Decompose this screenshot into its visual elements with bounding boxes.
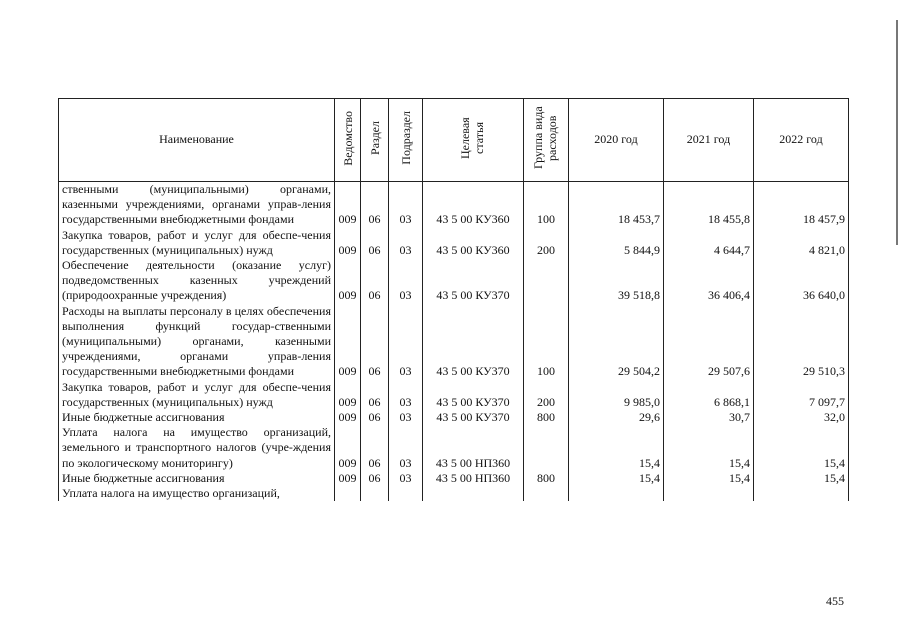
row-target-item: 43 5 00 КУ370 [423, 410, 524, 425]
row-name: Расходы на выплаты персоналу в целях обеспечения выполнения функций государ-ственными (муниципальными) органами, казенными учреждениями, органами управ-ления государственными внебюджетными фондами [59, 304, 335, 380]
row-department: 009 [335, 380, 361, 410]
table-row [59, 258, 849, 304]
row-expense-group: 200 [524, 228, 569, 258]
row-amount-2022: 4 821,0 [754, 228, 849, 258]
row-amount-2022: 15,4 [754, 471, 849, 486]
row-department: 009 [335, 471, 361, 486]
row-subsection: 03 [389, 304, 423, 380]
row-amount-2022: 29 510,3 [754, 304, 849, 380]
row-amount-2022: 7 097,7 [754, 380, 849, 410]
row-department: 009 [335, 182, 361, 228]
row-expense-group [524, 425, 569, 471]
row-subsection: 03 [389, 410, 423, 425]
row-amount-2020 [569, 486, 664, 501]
row-subsection: 03 [389, 258, 423, 304]
row-department: 009 [335, 304, 361, 380]
row-subsection: 03 [389, 425, 423, 471]
header-year-2020: 2020 год [569, 99, 664, 182]
row-amount-2021: 4 644,7 [664, 228, 754, 258]
table-row [59, 304, 849, 380]
table-row [59, 410, 849, 425]
row-department: 009 [335, 410, 361, 425]
row-section: 06 [361, 471, 389, 486]
row-amount-2020: 18 453,7 [569, 182, 664, 228]
row-section: 06 [361, 258, 389, 304]
row-amount-2022: 15,4 [754, 425, 849, 471]
table-row [59, 425, 849, 471]
row-subsection: 03 [389, 471, 423, 486]
row-department: 009 [335, 258, 361, 304]
row-amount-2020: 15,4 [569, 471, 664, 486]
row-section: 06 [361, 380, 389, 410]
table-header-row [59, 99, 849, 182]
row-subsection: 03 [389, 182, 423, 228]
row-name: Иные бюджетные ассигнования [59, 410, 335, 425]
header-subsection: Подраздел [389, 99, 423, 182]
row-amount-2021: 15,4 [664, 425, 754, 471]
table-row [59, 471, 849, 486]
header-name: Наименование [59, 99, 335, 182]
header-year-2021: 2021 год [664, 99, 754, 182]
row-target-item: 43 5 00 КУ370 [423, 380, 524, 410]
row-department [335, 486, 361, 501]
row-department: 009 [335, 228, 361, 258]
row-expense-group [524, 486, 569, 501]
row-amount-2020: 29 504,2 [569, 304, 664, 380]
row-name: Закупка товаров, работ и услуг для обеспе-чения государственных (муниципальных) нужд [59, 228, 335, 258]
row-target-item: 43 5 00 КУ370 [423, 258, 524, 304]
row-amount-2020: 9 985,0 [569, 380, 664, 410]
header-expense-group: Группа вида расходов [524, 99, 569, 182]
row-name: ственными (муниципальными) органами, казенными учреждениями, органами управ-ления государственными внебюджетными фондами [59, 182, 335, 228]
scan-edge-line [896, 20, 898, 245]
row-amount-2022 [754, 486, 849, 501]
row-department: 009 [335, 425, 361, 471]
row-amount-2022: 18 457,9 [754, 182, 849, 228]
row-expense-group: 200 [524, 380, 569, 410]
row-amount-2020: 15,4 [569, 425, 664, 471]
row-amount-2021: 18 455,8 [664, 182, 754, 228]
row-subsection: 03 [389, 380, 423, 410]
row-target-item: 43 5 00 КУ360 [423, 228, 524, 258]
header-department: Ведомство [335, 99, 361, 182]
row-section: 06 [361, 182, 389, 228]
row-subsection: 03 [389, 228, 423, 258]
row-amount-2021: 36 406,4 [664, 258, 754, 304]
row-amount-2021: 6 868,1 [664, 380, 754, 410]
row-name: Иные бюджетные ассигнования [59, 471, 335, 486]
row-target-item: 43 5 00 КУ360 [423, 182, 524, 228]
table-row [59, 380, 849, 410]
row-amount-2020: 29,6 [569, 410, 664, 425]
row-subsection [389, 486, 423, 501]
row-target-item: 43 5 00 НП360 [423, 471, 524, 486]
header-target-item: Целевая статья [423, 99, 524, 182]
row-target-item [423, 486, 524, 501]
row-target-item: 43 5 00 КУ370 [423, 304, 524, 380]
row-amount-2021: 29 507,6 [664, 304, 754, 380]
row-amount-2022: 36 640,0 [754, 258, 849, 304]
row-expense-group [524, 258, 569, 304]
row-name: Обеспечение деятельности (оказание услуг) подведомственных казенных учреждений (природоохранные учреждения) [59, 258, 335, 304]
row-section: 06 [361, 425, 389, 471]
row-section [361, 486, 389, 501]
row-name: Закупка товаров, работ и услуг для обеспе-чения государственных (муниципальных) нужд [59, 380, 335, 410]
row-amount-2020: 39 518,8 [569, 258, 664, 304]
row-expense-group: 100 [524, 182, 569, 228]
page-number: 455 [826, 594, 844, 608]
row-amount-2021: 15,4 [664, 471, 754, 486]
header-year-2022: 2022 год [754, 99, 849, 182]
row-expense-group: 800 [524, 471, 569, 486]
table-row [59, 486, 849, 501]
row-expense-group: 100 [524, 304, 569, 380]
row-amount-2022: 32,0 [754, 410, 849, 425]
row-amount-2021 [664, 486, 754, 501]
row-expense-group: 800 [524, 410, 569, 425]
row-target-item: 43 5 00 НП360 [423, 425, 524, 471]
header-section: Раздел [361, 99, 389, 182]
row-section: 06 [361, 228, 389, 258]
budget-table [58, 98, 849, 501]
row-name: Уплата налога на имущество организаций, [59, 486, 335, 501]
row-name: Уплата налога на имущество организаций, земельного и транспортного налогов (учре-ждения по экологическому мониторингу) [59, 425, 335, 471]
row-amount-2020: 5 844,9 [569, 228, 664, 258]
table-row [59, 228, 849, 258]
row-section: 06 [361, 304, 389, 380]
row-amount-2021: 30,7 [664, 410, 754, 425]
row-section: 06 [361, 410, 389, 425]
table-row [59, 182, 849, 228]
